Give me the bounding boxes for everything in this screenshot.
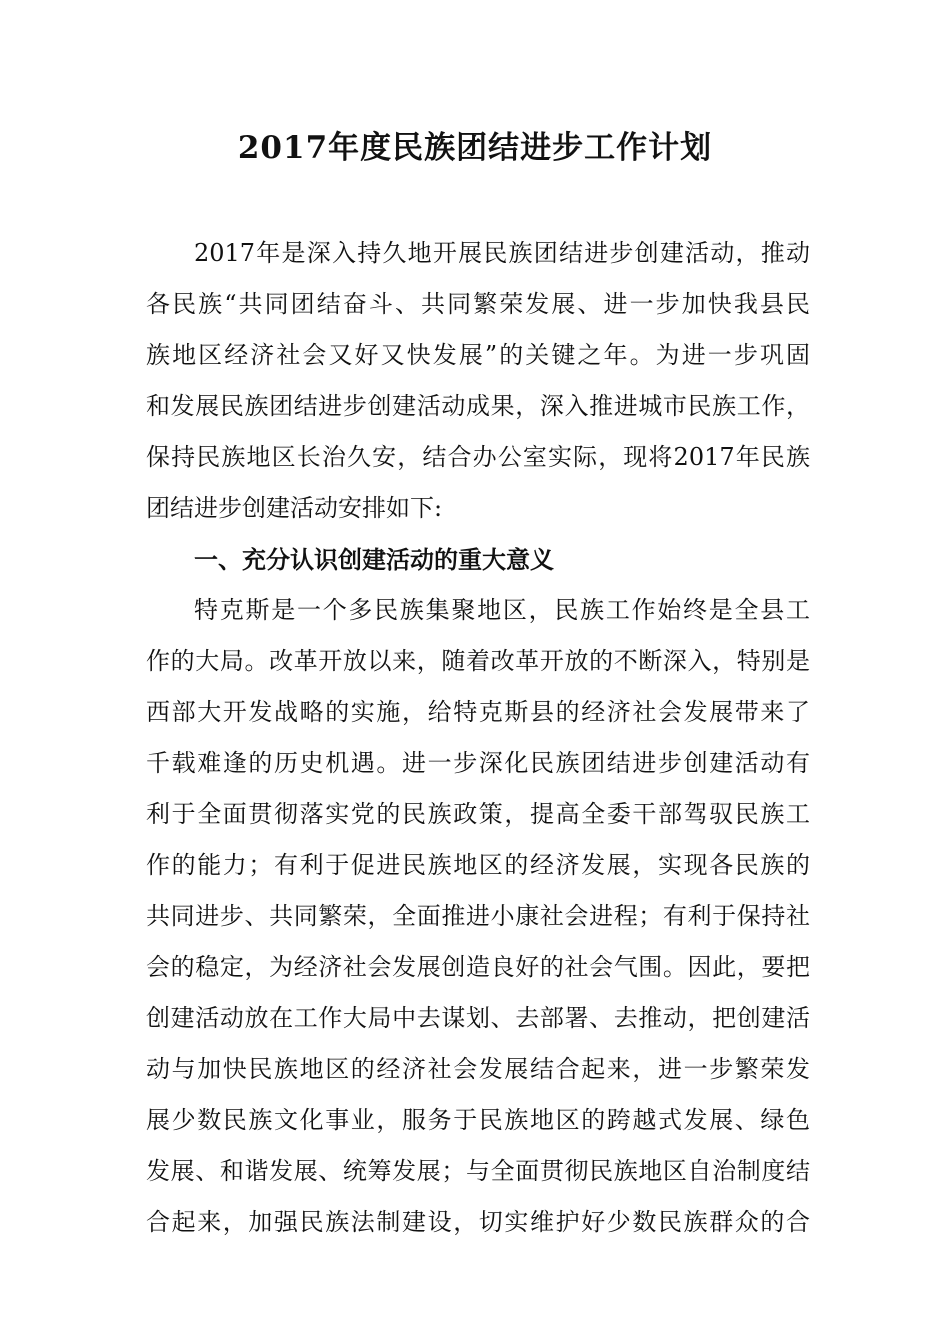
text-line: 西部大开发战略的实施，给特克斯县的经济社会发展带来了 bbox=[146, 698, 810, 726]
paragraph-intro bbox=[146, 228, 810, 534]
text-line: 合起来，加强民族法制建设，切实维护好少数民族群众的合 bbox=[146, 1208, 810, 1236]
text-line: 利于全面贯彻落实党的民族政策，提高全委干部驾驭民族工 bbox=[146, 800, 810, 828]
document-title: 2017年度民族团结进步工作计划 bbox=[237, 130, 713, 166]
text-line: 作的大局。改革开放以来，随着改革开放的不断深入，特别是 bbox=[146, 647, 810, 675]
text-line: 展少数民族文化事业，服务于民族地区的跨越式发展、绿色 bbox=[146, 1106, 810, 1134]
text-line: 动与加快民族地区的经济社会发展结合起来，进一步繁荣发 bbox=[146, 1055, 810, 1083]
text-line: 作的能力；有利于促进民族地区的经济发展，实现各民族的 bbox=[146, 851, 810, 879]
text-line: 创建活动放在工作大局中去谋划、去部署、去推动，把创建活 bbox=[146, 1004, 810, 1032]
text-line: 千载难逢的历史机遇。进一步深化民族团结进步创建活动有 bbox=[146, 749, 810, 777]
text-line: 团结进步创建活动安排如下: bbox=[146, 494, 443, 522]
paragraph-significance bbox=[146, 585, 810, 1248]
text-line: 特克斯是一个多民族集聚地区，民族工作始终是全县工 bbox=[194, 596, 810, 624]
text-line: 保持民族地区长治久安，结合办公室实际，现将2017年民族 bbox=[146, 443, 810, 471]
section-heading: 一、充分认识创建活动的重大意义 bbox=[194, 545, 554, 574]
text-line: 族地区经济社会又好又快发展”的关键之年。为进一步巩固 bbox=[146, 341, 810, 369]
text-line: 2017年是深入持久地开展民族团结进步创建活动，推动 bbox=[194, 239, 810, 267]
text-line: 各民族“共同团结奋斗、共同繁荣发展、进一步加快我县民 bbox=[146, 290, 810, 318]
text-line: 会的稳定，为经济社会发展创造良好的社会气围。因此，要把 bbox=[146, 953, 810, 981]
text-line: 和发展民族团结进步创建活动成果，深入推进城市民族工作， bbox=[146, 392, 810, 420]
text-line: 共同进步、共同繁荣，全面推进小康社会进程；有利于保持社 bbox=[146, 902, 810, 930]
document-body bbox=[146, 228, 810, 1248]
text-line: 发展、和谐发展、统筹发展；与全面贯彻民族地区自治制度结 bbox=[146, 1157, 810, 1185]
